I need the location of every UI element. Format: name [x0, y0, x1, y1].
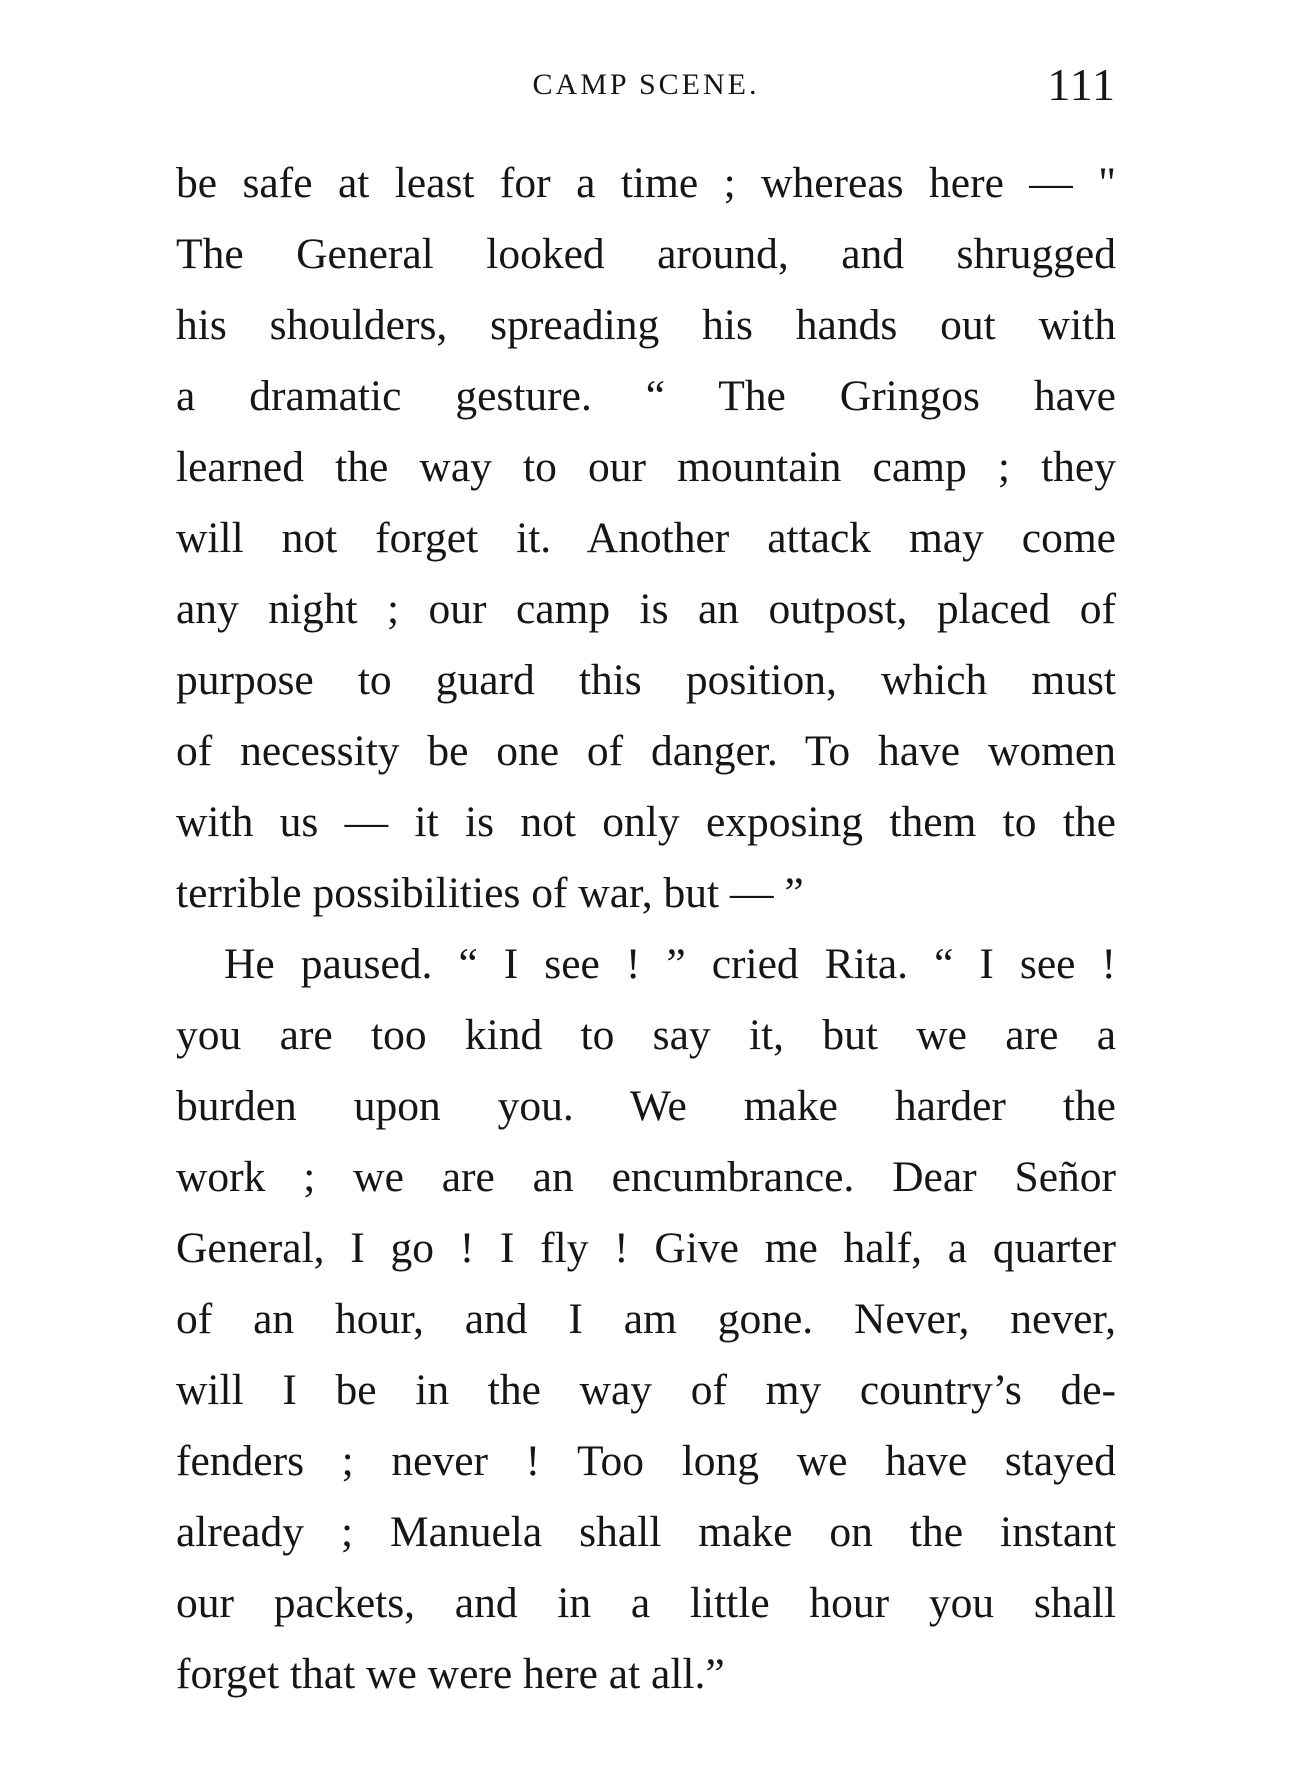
text-line: purpose to guard this position, which must: [176, 656, 1116, 704]
text-line: burden upon you. We make harder the: [176, 1082, 1116, 1130]
text-line: The General looked around, and shrugged: [176, 230, 1116, 278]
text-line: with us — it is not only exposing them to the: [176, 798, 1116, 846]
text-line: of an hour, and I am gone. Never, never,: [176, 1295, 1116, 1343]
text-line: He paused. “ I see ! ” cried Rita. “ I see !: [224, 940, 1116, 988]
text-line: any night ; our camp is an outpost, placed of: [176, 585, 1116, 633]
running-head: [176, 58, 1116, 118]
text-line: will not forget it. Another attack may come: [176, 514, 1116, 562]
text-line: terrible possibilities of war, but — ”: [176, 869, 804, 917]
text-line: be safe at least for a time ; whereas here — ": [176, 159, 1116, 207]
body-text: [176, 148, 1116, 1710]
text-line: our packets, and in a little hour you shall: [176, 1579, 1116, 1627]
text-line: you are too kind to say it, but we are a: [176, 1011, 1116, 1059]
text-line: forget that we were here at all.”: [176, 1650, 725, 1698]
running-title: CAMP SCENE.: [532, 68, 760, 101]
text-line: fenders ; never ! Too long we have stayed: [176, 1437, 1116, 1485]
paragraph-1: [176, 148, 1116, 929]
text-line: will I be in the way of my country’s de-: [176, 1366, 1116, 1414]
text-line: already ; Manuela shall make on the instant: [176, 1508, 1116, 1556]
page-number: 111: [1047, 59, 1116, 110]
text-line: his shoulders, spreading his hands out with: [176, 301, 1116, 349]
text-line: a dramatic gesture. “ The Gringos have: [176, 372, 1116, 420]
text-line: of necessity be one of danger. To have women: [176, 727, 1116, 775]
paragraph-2: [176, 929, 1116, 1710]
text-line: learned the way to our mountain camp ; they: [176, 443, 1116, 491]
text-line: work ; we are an encumbrance. Dear Señor: [176, 1153, 1116, 1201]
text-line: General, I go ! I fly ! Give me half, a quarter: [176, 1224, 1116, 1272]
